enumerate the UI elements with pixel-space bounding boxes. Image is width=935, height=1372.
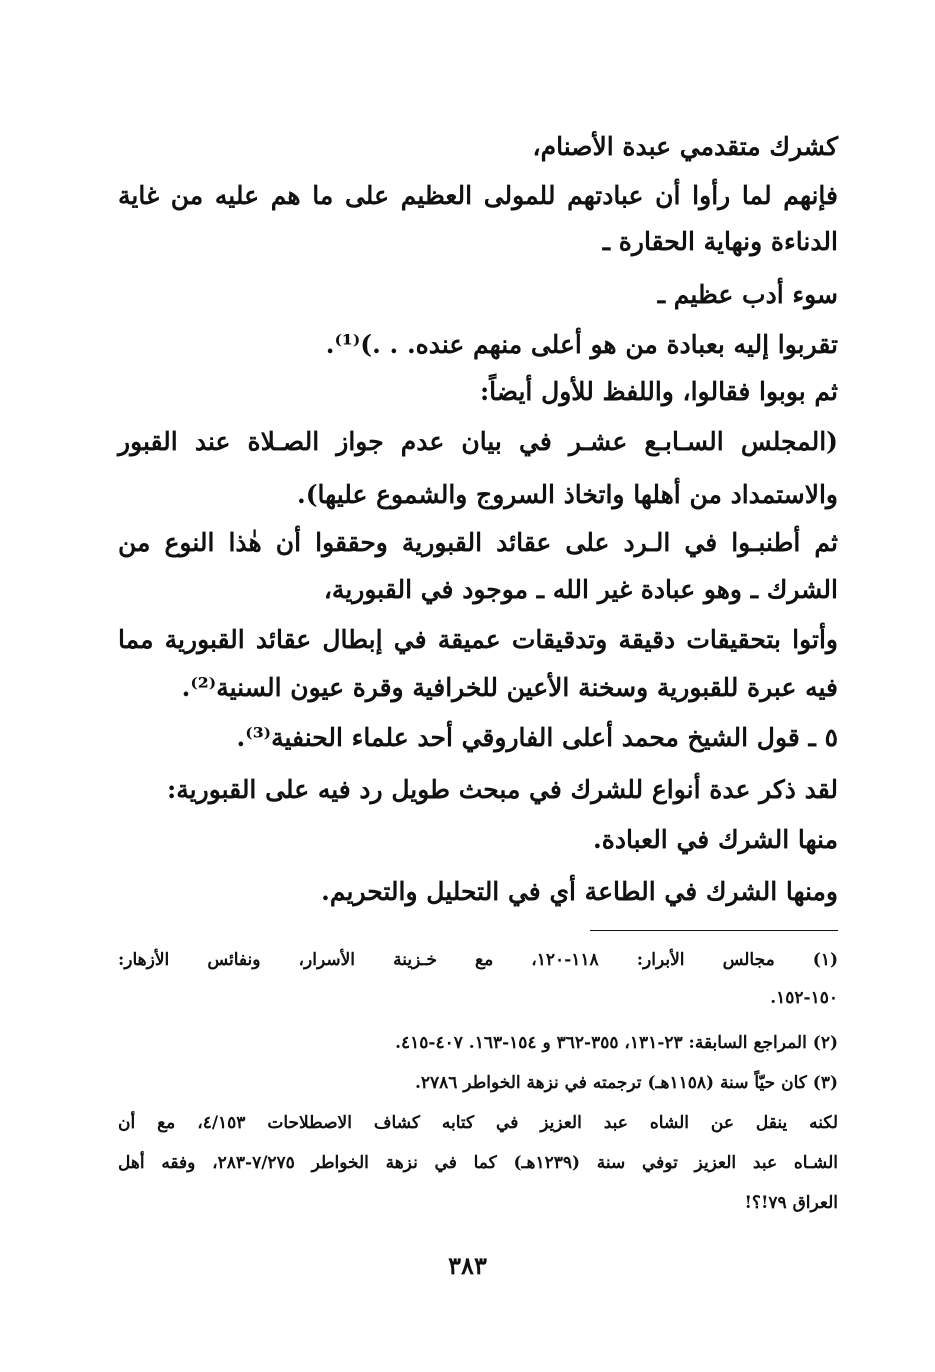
body-line-16: ومنها الشرك في الطاعة أي في التحليل والتحريم. <box>321 877 838 906</box>
footnote-2: (٢) المراجع السابقة: ٢٣-١٣١، ٣٥٥-٣٦٢ و ١٥٤-١٦٣. ٤٠٧-٤١٥. <box>395 1033 838 1053</box>
footnote-separator <box>590 930 838 931</box>
body-line-6: ثم بوبوا فقالوا، واللفظ للأول أيضاً: <box>479 377 838 406</box>
footnote-3-line-3: الشـاه عبد العزيز توفي سنة (١٢٣٩هـ) كما في نزهة الخواطر ٧/٢٧٥-٢٨٣، وفقه أهل <box>118 1153 838 1173</box>
footnote-1-line-2: ١٥٠-١٥٢. <box>770 988 838 1008</box>
body-line-11: وأتوا بتحقيقات دقيقة وتدقيقات عميقة في إبطال عقائد القبورية مما <box>118 625 838 654</box>
body-line-3: الدناءة ونهاية الحقارة ـ <box>602 227 838 256</box>
body-line-1: كشرك متقدمي عبدة الأصنام، <box>532 132 838 161</box>
body-line-8: والاستمداد من أهلها واتخاذ السروج والشموع عليها). <box>297 480 838 509</box>
body-line-14: لقد ذكر عدة أنواع للشرك في مبحث طويل رد فيه على القبورية: <box>167 775 838 804</box>
body-line-10: الشرك ـ وهو عبادة غير الله ـ موجود في القبورية، <box>323 575 838 604</box>
body-line-4: سوء أدب عظيم ـ <box>657 280 838 309</box>
footnote-3-line-2: لكنه ينقل عن الشاه عبد العزيز في كتابه كشاف الاصطلاحات ٤/١٥٣، مع أن <box>118 1113 838 1133</box>
body-line-7: (المجلس السـابـع عشـر في بيان عدم جواز الصـلاة عند القبور <box>118 427 838 456</box>
body-line-15: منها الشرك في العبادة. <box>593 825 838 854</box>
body-line-12: فيه عبرة للقبورية وسخنة الأعين للخرافية وقرة عيون السنية⁽²⁾. <box>181 673 838 702</box>
footnote-3-line-1: (٣) كان حيّاً سنة (١١٥٨هـ) ترجمته في نزهة الخواطر ٢٧٨٦. <box>414 1073 838 1093</box>
footnote-1-line-1: (١) مجالس الأبرار: ١١٨-١٢٠، مع خـزينة الأسرار، ونفائس الأزهار: <box>118 950 839 970</box>
body-line-5: تقربوا إليه بعبادة من هو أعلى منهم عنده. . .)⁽¹⁾. <box>325 330 838 359</box>
body-line-13: ٥ ـ قول الشيخ محمد أعلى الفاروقي أحد علماء الحنفية⁽³⁾. <box>236 723 838 752</box>
footnote-3-line-4: العراق ٧٩!؟! <box>744 1193 838 1213</box>
page-number: ٣٨٣ <box>448 1251 487 1280</box>
body-line-9: ثم أطنبـوا في الـرد على عقائد القبورية وحققوا أن هٰذا النوع من <box>118 528 838 557</box>
body-line-2: فإنهم لما رأوا أن عبادتهم للمولى العظيم على ما هم عليه من غاية <box>118 181 838 210</box>
